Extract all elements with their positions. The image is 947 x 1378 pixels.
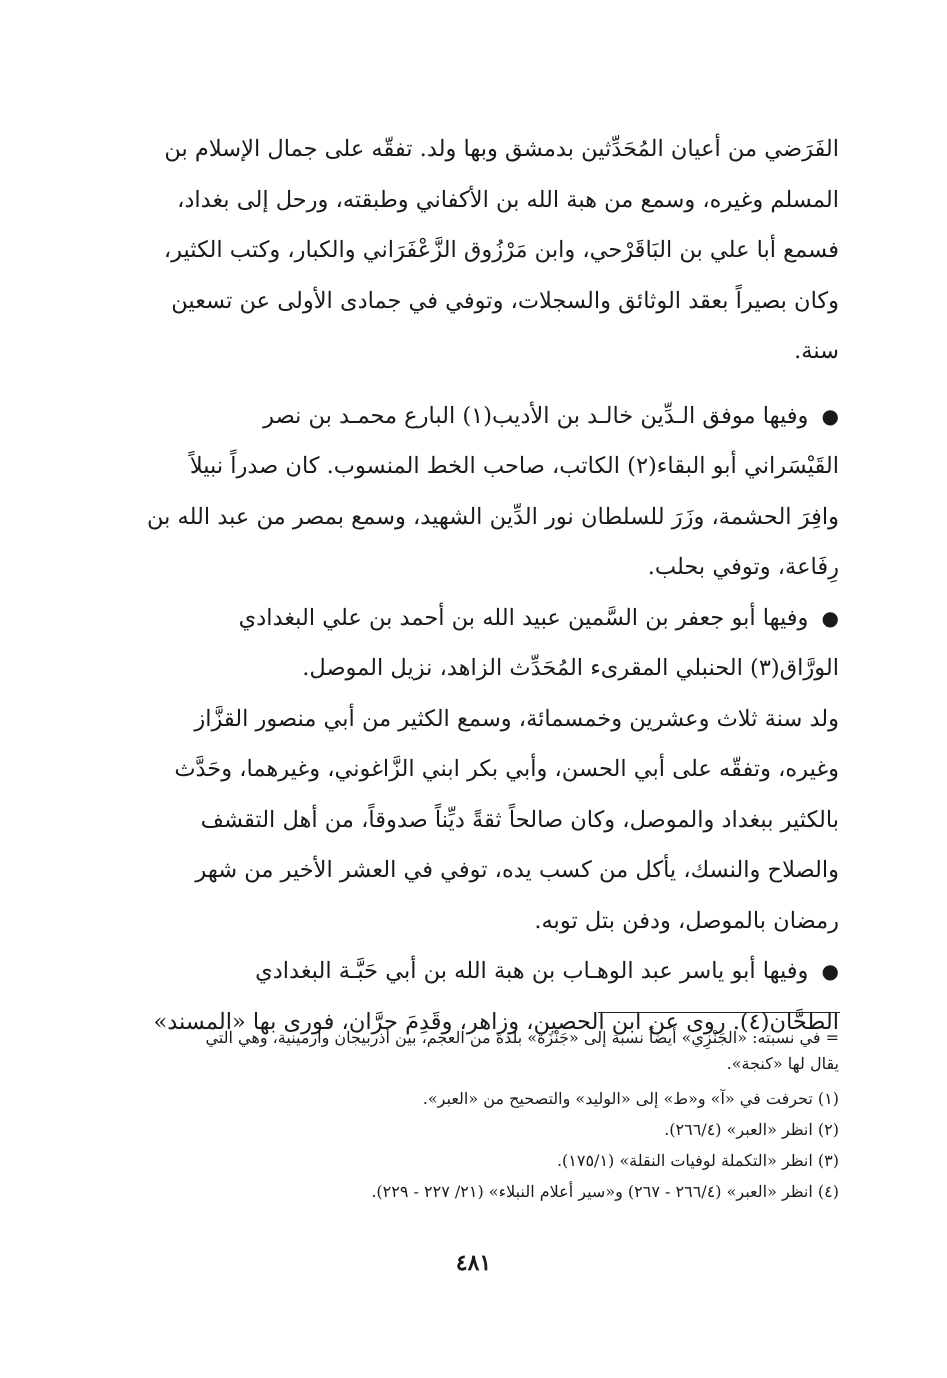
bullet-icon: ● [821,403,839,428]
main-text [123,124,839,1047]
footnote-2: (٢) انظر «العبر» (٢٦٦/٤). [664,1120,839,1139]
footnote-3: (٣) انظر «التكملة لوفيات النقلة» (١٧٥/١). [556,1151,839,1170]
footnote-4: (٤) انظر «العبر» (٢٦٦/٤ - ٢٦٧) و«سير أعلام النبلاء» (٢١/ ٢٢٧ - ٢٢٩). [371,1182,839,1201]
text-line: الفَرَضي من أعيان المُحَدِّثين بدمشق وبها ولد. تفقّه على جمال الإسلام بن [164,136,839,162]
footnotes [123,1025,839,1207]
text-line: المسلم وغيره، وسمع من هبة الله بن الأكفاني وطبقته، ورحل إلى بغداد، [177,186,839,213]
footnote-continuation: يقال لها «كنجة». [726,1054,839,1073]
text-line: الطحَّان(٤). روى عن ابن الحصين، وزاهر، وقَدِمَ حرَّان، فورى بها «المسند» [153,1008,839,1035]
bullet-icon: ● [821,605,839,630]
footnote-continuation: = في نسبته: «الجَنْزِي» أيضاً نسبة إلى «جَنْزَة» بلدة من العجم، بين أذربيجان وارمينية، وهي التي [205,1028,839,1047]
text-line: رمضان بالموصل، ودفن بتل توبه. [534,907,839,934]
page-number: ٤٨١ [455,1250,492,1276]
text-line: ولد سنة ثلاث وعشرين وخمسمائة، وسمع الكثير من أبي منصور القزَّاز [194,705,839,732]
text-line: وكان بصيراً بعقد الوثائق والسجلات، وتوفي في جمادى الأولى عن تسعين [171,287,839,314]
text-line: بالكثير ببغداد والموصل، وكان صالحاً ثقةً ديِّناً صدوقاً، من أهل التقشف [200,806,839,833]
text-line: القَيْسَراني أبو البقاء(٢) الكاتب، صاحب الخط المنسوب. كان صدراً نبيلاً [189,453,839,479]
text-line: وفيها أبو جعفر بن السَّمين عبيد الله بن أحمد بن علي البغدادي [238,604,809,631]
footnote-1: (١) تحرفت في «آ» و«ط» إلى «الوليد» والتصحيح من «العبر». [422,1089,839,1108]
bullet-icon: ● [821,959,839,983]
text-line: وفيها موفق الـدِّين خالـد بن الأديب(١) البارع محمـد بن نصر [263,402,809,429]
text-line: وافِرَ الحشمة، وزَرَ للسلطان نور الدِّين الشهيد، وسمع بمصر من عبد الله بن [147,503,839,530]
text-line: سنة. [794,338,839,364]
text-line: الورَّاق(٣) الحنبلي المقرىء المُحَدِّث الزاهد، نزيل الموصل. [302,655,839,681]
paragraph-1 [123,124,839,377]
text-line: وغيره، وتفقّه على أبي الحسن، وأبي بكر ابني الزَّاغوني، وغيرهما، وحَدَّث [174,756,839,782]
paragraph-4 [123,694,839,947]
paragraph-3 [123,593,839,694]
footnote-divider [598,1012,840,1013]
text-line: رِفَاعة، وتوفي بحلب. [647,554,839,580]
text-line: وفيها أبو ياسر عبد الوهـاب بن هبة الله بن أبي حَبَّـة البغدادي [255,958,809,984]
text-line: والصلاح والنسك، يأكل من كسب يده، توفي في العشر الأخير من شهر [195,857,839,883]
paragraph-2 [123,391,839,593]
text-line: فسمع أبا علي بن البَاقَرْحي، وابن مَرْزُوق الزَّعْفَرَاني والكبار، وكتب الكثير، [163,237,839,263]
